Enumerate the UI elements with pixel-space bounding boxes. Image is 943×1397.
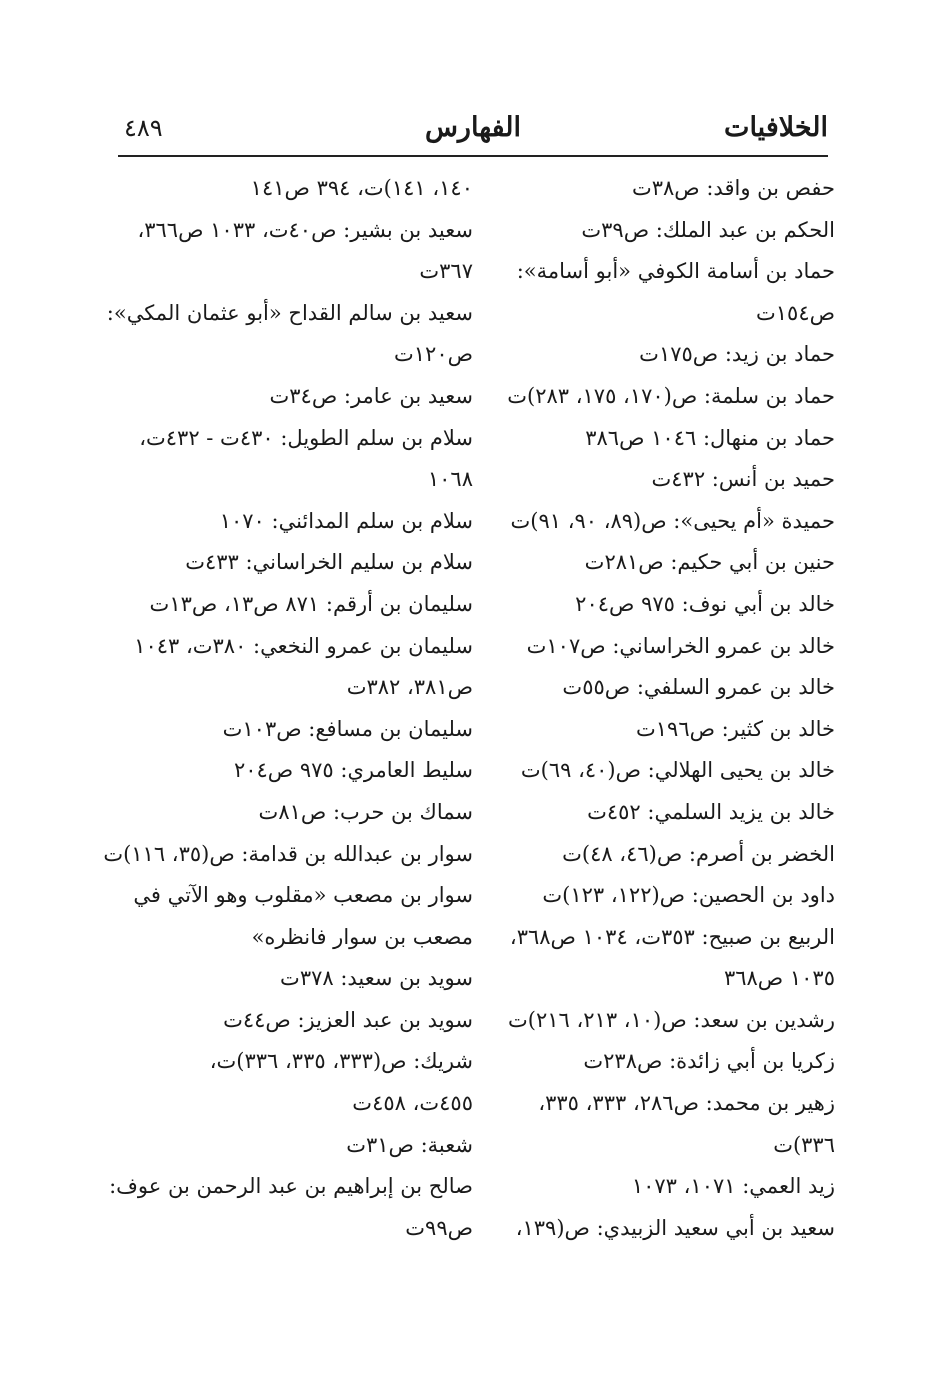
index-entry-line: سوار بن عبدالله بن قدامة: ص(٣٥، ١١٦)ت (103, 841, 473, 866)
index-entry-line: خالد بن عمرو السلفي: ص٥٥ت (562, 675, 835, 700)
index-entry-line: ٣٦٧ت (419, 259, 473, 284)
index-entry-line: ٣٣٦)ت (773, 1132, 835, 1157)
index-column-left (103, 168, 473, 1249)
index-entry-line: ٤٥٥ت، ٤٥٨ت (352, 1091, 473, 1116)
index-entry-line: سعيد بن بشير: ص٤٠ت، ١٠٣٣ ص٣٦٦، (137, 217, 473, 242)
index-entry-line: سلام بن سلم الطويل: ٤٣٠ت - ٤٣٢ت، (139, 425, 473, 450)
index-entry-line: زكريا بن أبي زائدة: ص٢٣٨ت (583, 1049, 835, 1074)
index-entry-line: حفص بن واقد: ص٣٨ت (631, 176, 835, 200)
index-entry-line: سوار بن مصعب «مقلوب وهو الآتي في (133, 883, 473, 908)
page-header (118, 108, 828, 152)
index-entry-line: سويد بن سعيد: ٣٧٨ت (280, 966, 473, 991)
index-entry-line: خالد بن كثير: ص١٩٦ت (635, 716, 835, 741)
index-entry-line: خالد بن يحيى الهلالي: ص(٤٠، ٦٩)ت (520, 758, 835, 783)
index-entry-line: الخضر بن أصرم: ص(٤٦، ٤٨)ت (562, 841, 835, 866)
index-entry-line: زيد العمي: ١٠٧١، ١٠٧٣ (631, 1174, 835, 1199)
index-entry-line: ١٠٦٨ (427, 467, 473, 492)
index-entry-line: سلام بن سليم الخراساني: ٤٣٣ت (185, 550, 473, 575)
index-entry-line: سليمان بن مسافع: ص١٠٣ت (222, 716, 473, 741)
book-title: الخلافيات (724, 112, 828, 143)
index-entry-line: ١٤٠، ١٤١)ت، ٣٩٤ ص١٤١ (250, 176, 473, 200)
index-entry-line: شعبة: ص٣١ت (346, 1132, 473, 1157)
index-entry-line: سليط العامري: ٩٧٥ ص٢٠٤ (233, 758, 473, 783)
index-entry-line: خالد بن عمرو الخراساني: ص١٠٧ت (526, 633, 835, 658)
index-entry-line: سعيد بن أبي سعيد الزبيدي: ص(١٣٩، (515, 1215, 835, 1240)
index-entry-line: حماد بن أسامة الكوفي «أبو أسامة»: (516, 259, 835, 284)
index-entry-line: حميد بن أنس: ٤٣٢ت (651, 467, 835, 492)
index-entry-line: ص١٥٤ت (755, 300, 835, 325)
index-entry-line: صالح بن إبراهيم بن عبد الرحمن بن عوف: (109, 1174, 473, 1199)
index-entry-line: مصعب بن سوار فانظره» (251, 924, 473, 949)
index-entry-line: سويد بن عبد العزيز: ص٤٤ت (223, 1007, 473, 1032)
index-entry-line: ص١٢٠ت (393, 342, 473, 367)
page-number: ٤٨٩ (124, 114, 163, 142)
index-entry-line: سماك بن حرب: ص٨١ت (258, 799, 473, 824)
index-column-right (490, 168, 835, 1249)
index-entry-line: زهير بن محمد: ص٢٨٦، ٣٣٣، ٣٣٥، (538, 1091, 835, 1116)
index-entry-line: ص٣٨١، ٣٨٢ت (346, 675, 473, 700)
index-entry-line: ص٩٩ت (405, 1215, 473, 1240)
index-entry-line: الربيع بن صبيح: ٣٥٣ت، ١٠٣٤ ص٣٦٨، (509, 924, 835, 949)
index-entry-line: شريك: ص(٣٣٣، ٣٣٥، ٣٣٦)ت، (209, 1049, 473, 1074)
index-entry-line: خالد بن يزيد السلمي: ٤٥٢ت (587, 799, 835, 824)
index-entry-line: سعيد بن سالم القداح «أبو عثمان المكي»: (106, 300, 473, 325)
index-entry-line: حماد بن زيد: ص١٧٥ت (639, 342, 835, 367)
section-title: الفهارس (424, 112, 522, 143)
index-entry-line: رشدين بن سعد: ص(١٠، ٢١٣، ٢١٦)ت (508, 1007, 835, 1032)
index-entry-line: حماد بن سلمة: ص(١٧٠، ١٧٥، ٢٨٣)ت (507, 383, 835, 408)
header-rule (118, 155, 828, 157)
index-entry-line: سليمان بن عمرو النخعي: ٣٨٠ت، ١٠٤٣ (134, 633, 473, 658)
index-entry-line: حميدة «أم يحيى»: ص(٨٩، ٩٠، ٩١)ت (510, 508, 835, 533)
index-entry-line: ١٠٣٥ ص٣٦٨ (723, 966, 835, 991)
index-entry-line: سليمان بن أرقم: ٨٧١ ص١٣، ص١٣ت (149, 591, 473, 616)
index-entry-line: خالد بن أبي نوف: ٩٧٥ ص٢٠٤ (575, 591, 835, 616)
index-entry-line: الحكم بن عبد الملك: ص٣٩ت (581, 217, 835, 242)
index-entry-line: داود بن الحصين: ص(١٢٢، ١٢٣)ت (542, 883, 835, 908)
index-entry-line: حنين بن أبي حكيم: ص٢٨١ت (584, 550, 835, 575)
index-entry-line: سعيد بن عامر: ص٣٤ت (269, 383, 473, 408)
index-entry-line: حماد بن منهال: ١٠٤٦ ص٣٨٦ (585, 425, 835, 450)
index-entry-line: سلام بن سلم المدائني: ١٠٧٠ (219, 508, 473, 533)
